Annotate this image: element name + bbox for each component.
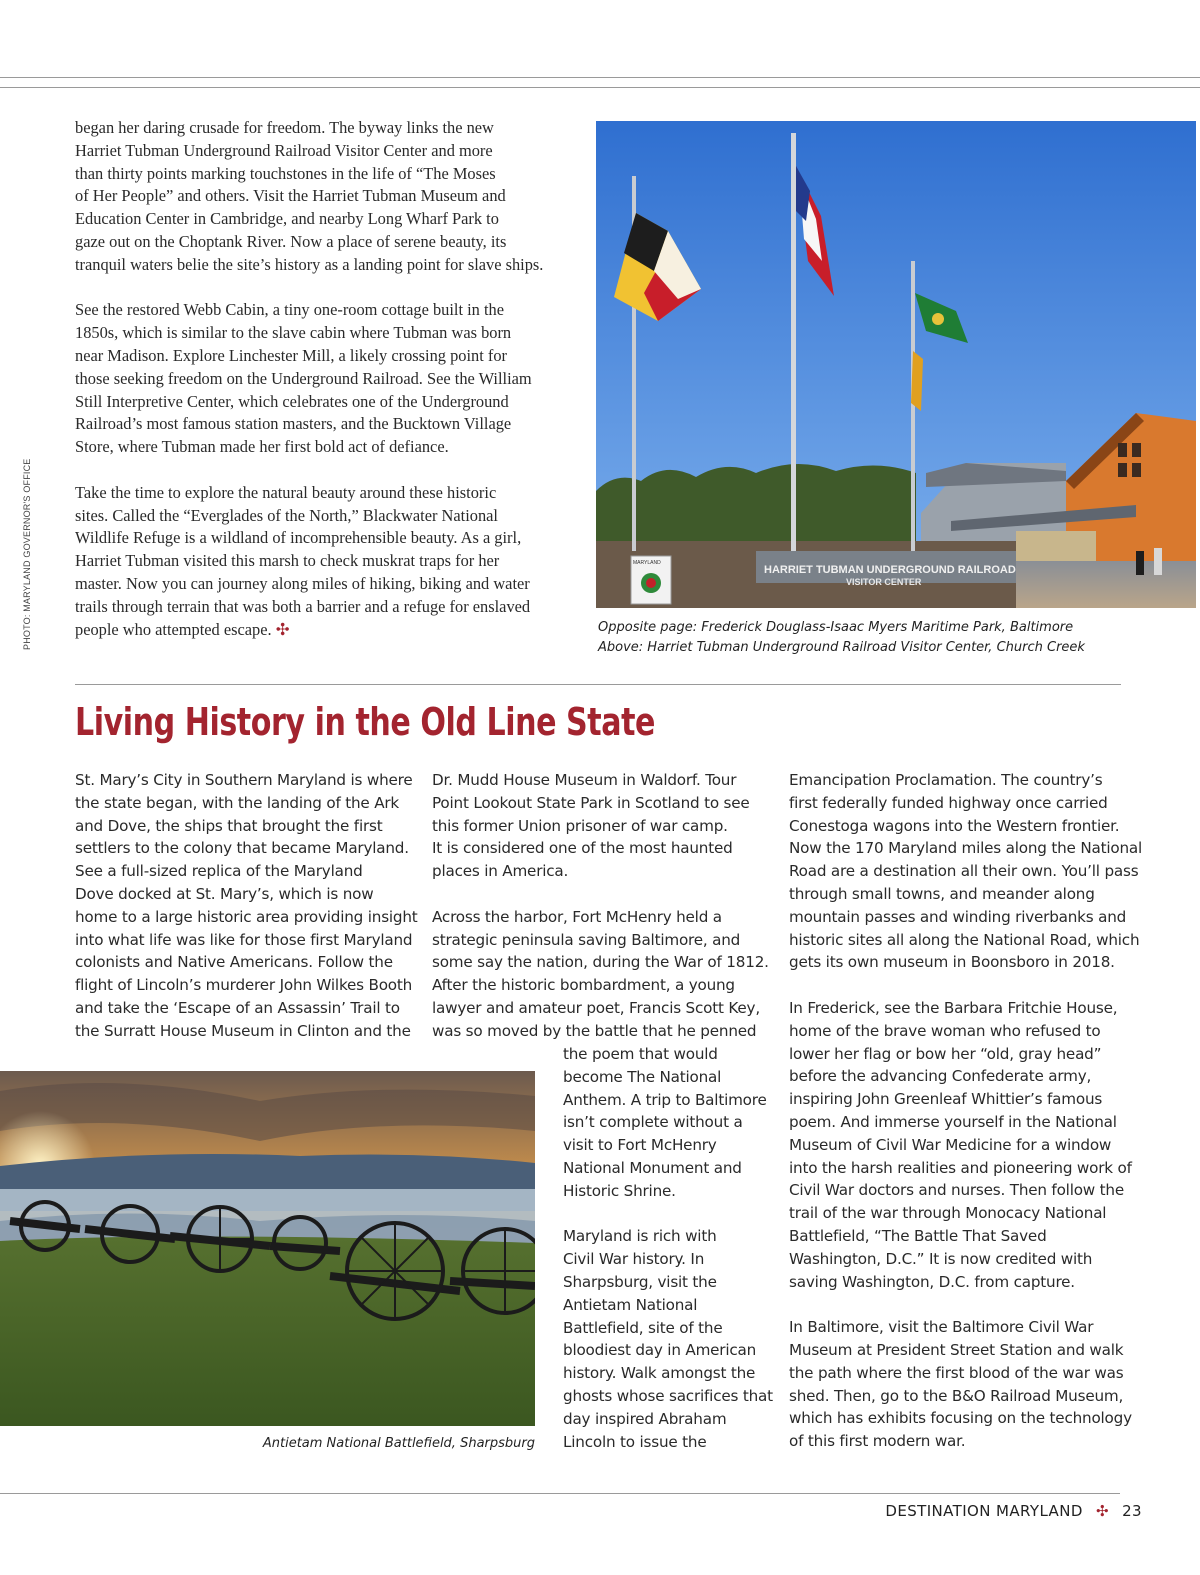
text-line: was so moved by the battle that he penned xyxy=(432,1021,757,1040)
column-3 xyxy=(789,769,1143,1453)
text-line: See the restored Webb Cabin, a tiny one-room cottage built in the xyxy=(75,300,504,320)
text-line: settlers to the colony that became Maryland. xyxy=(75,839,409,858)
text-line: In Frederick, see the Barbara Fritchie House, xyxy=(789,998,1118,1017)
text-line: first federally funded highway once carried xyxy=(789,793,1108,812)
text-line: Now the 170 Maryland miles along the National xyxy=(789,839,1143,858)
photo-credit: PHOTO: MARYLAND GOVERNOR'S OFFICE xyxy=(22,458,32,650)
section-heading: Living History in the Old Line State xyxy=(75,700,656,744)
text-line: flight of Lincoln’s murderer John Wilkes Booth xyxy=(75,976,413,995)
text-line: which has exhibits focusing on the technology xyxy=(789,1409,1132,1428)
col2-paragraph xyxy=(432,906,777,1043)
text-line: historic sites all along the National Road, which xyxy=(789,930,1140,949)
page-number: 23 xyxy=(1122,1502,1142,1520)
end-ornament-icon: ✣ xyxy=(275,619,290,639)
text-line: Across the harbor, Fort McHenry held a xyxy=(432,907,722,926)
text-line: mountain passes and winding riverbanks and xyxy=(789,907,1127,926)
text-line: and take the ‘Escape of an Assassin’ Trail to xyxy=(75,998,400,1017)
text-line: home of the brave woman who refused to xyxy=(789,1021,1101,1040)
top-rule-1 xyxy=(0,77,1200,78)
text-line: gets its own museum in Boonsboro in 2018. xyxy=(789,953,1115,972)
text-line: trails through terrain that was both a barrier and a refuge for enslaved xyxy=(75,596,531,616)
text-line: some say the nation, during the War of 1812. xyxy=(432,953,769,972)
sign-line-1: HARRIET TUBMAN UNDERGROUND RAILROAD xyxy=(764,564,1016,576)
top-paragraph xyxy=(75,299,575,459)
text-line: of this first modern war. xyxy=(789,1432,966,1451)
antietam-illustration xyxy=(0,1071,535,1426)
text-line: bloodiest day in American xyxy=(563,1341,757,1360)
text-line: through small towns, and meander along xyxy=(789,884,1095,903)
text-line: inspiring John Greenleaf Whittier’s famous xyxy=(789,1090,1103,1109)
text-line: Still Interpretive Center, which celebrates one of the Underground xyxy=(75,391,509,411)
text-line: Dr. Mudd House Museum in Waldorf. Tour xyxy=(432,771,737,789)
text-line: places in America. xyxy=(432,862,569,881)
text-line: Railroad’s most famous station masters, and the Bucktown Village xyxy=(75,414,512,434)
text-line: Sharpsburg, visit the xyxy=(563,1272,717,1291)
text-line: saving Washington, D.C. from capture. xyxy=(789,1272,1075,1291)
text-line: strategic peninsula saving Baltimore, and xyxy=(432,930,741,949)
text-line: those seeking freedom on the Underground Railroad. See the William xyxy=(75,368,532,388)
text-line: Point Lookout State Park in Scotland to see xyxy=(432,793,750,812)
publication-title: DESTINATION MARYLAND xyxy=(885,1502,1083,1520)
text-line: Antietam National xyxy=(563,1295,698,1314)
text-line: In Baltimore, visit the Baltimore Civil War xyxy=(789,1318,1094,1337)
top-caption xyxy=(598,618,1158,658)
col3-paragraph xyxy=(789,769,1143,974)
top-text-column xyxy=(75,117,575,641)
text-line: visit to Fort McHenry xyxy=(563,1136,717,1155)
text-line: than thirty points marking touchstones in the life of “The Moses xyxy=(75,163,496,183)
text-line: Historic Shrine. xyxy=(563,1181,676,1200)
text-line: the poem that would xyxy=(563,1045,718,1063)
bottom-caption xyxy=(0,1434,535,1454)
caption-line: Antietam National Battlefield, Sharpsburg xyxy=(262,1436,535,1451)
text-line: National Monument and xyxy=(563,1158,742,1177)
page-footer xyxy=(885,1502,1142,1520)
text-line: Battlefield, site of the xyxy=(563,1318,723,1337)
text-line: Road are a destination all their own. You’ll pass xyxy=(789,862,1139,881)
text-line: and Dove, the ships that brought the first xyxy=(75,816,383,835)
top-rule-2 xyxy=(0,87,1200,88)
text-line-content: people who attempted escape. xyxy=(75,619,272,639)
text-line: Harriet Tubman visited this marsh to check muskrat traps for her xyxy=(75,551,500,571)
text-line: Maryland is rich with xyxy=(563,1227,717,1246)
text-line: See a full-sized replica of the Maryland xyxy=(75,862,363,881)
text-line: before the advancing Confederate army, xyxy=(789,1067,1092,1086)
text-line: the state began, with the landing of the Ark xyxy=(75,793,400,812)
text-line: Lincoln to issue the xyxy=(563,1432,707,1451)
text-line: Civil War history. In xyxy=(563,1250,705,1269)
text-line: Conestoga wagons into the Western frontier. xyxy=(789,816,1120,835)
antietam-photo xyxy=(0,1071,535,1426)
text-line: Museum of Civil War Medicine for a window xyxy=(789,1135,1112,1154)
column-2-narrow xyxy=(563,1043,778,1453)
text-line: Dove docked at St. Mary’s, which is now xyxy=(75,884,374,903)
text-line: Battlefield, “The Battle That Saved xyxy=(789,1226,1047,1245)
text-line: lawyer and amateur poet, Francis Scott Key, xyxy=(432,998,760,1017)
column-1 xyxy=(75,769,420,1043)
text-line: 1850s, which is similar to the slave cabin where Tubman was born xyxy=(75,323,512,343)
text-line: into the harsh realities and pioneering work of xyxy=(789,1158,1132,1177)
text-line: become The National xyxy=(563,1067,722,1086)
text-line: into what life was like for those first Maryland xyxy=(75,930,413,949)
sign-line-2: VISITOR CENTER xyxy=(846,577,922,587)
text-line: After the historic bombardment, a young xyxy=(432,976,735,995)
text-line: poem. And immerse yourself in the National xyxy=(789,1112,1117,1131)
text-line: history. Walk amongst the xyxy=(563,1364,756,1383)
footer-ornament-icon: ✣ xyxy=(1095,1502,1109,1520)
text-line: Civil War doctors and nurses. Then follow the xyxy=(789,1181,1124,1200)
text-line: the Surratt House Museum in Clinton and the xyxy=(75,1021,411,1040)
col2-narrow-paragraph xyxy=(563,1225,778,1453)
text-line: gaze out on the Choptank River. Now a place of serene beauty, its xyxy=(75,231,507,251)
text-line: day inspired Abraham xyxy=(563,1409,727,1428)
col2-paragraph xyxy=(432,769,777,883)
col3-paragraph xyxy=(789,997,1134,1293)
col2-narrow-paragraph xyxy=(563,1043,778,1203)
text-line: home to a large historic area providing insight xyxy=(75,907,418,926)
footer-rule xyxy=(0,1493,1120,1494)
top-paragraph xyxy=(75,482,575,642)
text-line: isn’t complete without a xyxy=(563,1113,743,1132)
visitor-center-illustration xyxy=(596,121,1196,608)
text-line: Wildlife Refuge is a wildland of incomprehensible beauty. As a girl, xyxy=(75,528,522,548)
col3-paragraph xyxy=(789,1316,1134,1453)
text-line: Museum at President Street Station and walk xyxy=(789,1340,1124,1359)
text-line: Education Center in Cambridge, and nearby Long Wharf Park to xyxy=(75,209,499,229)
text-line: Anthem. A trip to Baltimore xyxy=(563,1090,767,1109)
text-line: tranquil waters belie the site’s history as a landing point for slave ships. xyxy=(75,254,544,274)
text-line: lower her flag or bow her “old, gray head” xyxy=(789,1044,1102,1063)
caption-line: Opposite page: Frederick Douglass-Isaac Myers Maritime Park, Baltimore xyxy=(598,620,1074,635)
text-line: St. Mary’s City in Southern Maryland is where xyxy=(75,771,413,789)
top-paragraph xyxy=(75,117,575,277)
caption-line: Above: Harriet Tubman Underground Railroad Visitor Center, Church Creek xyxy=(598,640,1085,655)
text-line: sites. Called the “Everglades of the North,” Blackwater National xyxy=(75,505,498,525)
text-line: Emancipation Proclamation. The country’s xyxy=(789,771,1103,789)
text-line: Store, where Tubman made her first bold act of defiance. xyxy=(75,437,449,457)
text-line: trail of the war through Monocacy National xyxy=(789,1204,1107,1223)
text-line: the path where the first blood of the war was xyxy=(789,1363,1124,1382)
text-line: began her daring crusade for freedom. The byway links the new xyxy=(75,118,494,137)
text-line: master. Now you can journey along miles of hiking, biking and water xyxy=(75,573,530,593)
text-line: shed. Then, go to the B&O Railroad Museum, xyxy=(789,1386,1124,1405)
text-line: this former Union prisoner of war camp. xyxy=(432,816,728,835)
text-line: Take the time to explore the natural beauty around these historic xyxy=(75,482,497,502)
visitor-center-photo xyxy=(596,121,1196,608)
section-divider xyxy=(75,684,1121,685)
text-line: ghosts whose sacrifices that xyxy=(563,1386,773,1405)
text-line: of Her People” and others. Visit the Harriet Tubman Museum and xyxy=(75,186,506,206)
text-line: near Madison. Explore Linchester Mill, a likely crossing point for xyxy=(75,345,507,365)
text-line xyxy=(75,619,575,642)
text-line: Harriet Tubman Underground Railroad Visitor Center and more xyxy=(75,140,493,160)
text-line: Washington, D.C.” It is now credited with xyxy=(789,1249,1093,1268)
col1-paragraph xyxy=(75,769,420,1043)
text-line: colonists and Native Americans. Follow the xyxy=(75,953,393,972)
marker-label: MARYLAND xyxy=(633,560,661,566)
column-2 xyxy=(432,769,777,1043)
text-line: It is considered one of the most haunted xyxy=(432,839,733,858)
